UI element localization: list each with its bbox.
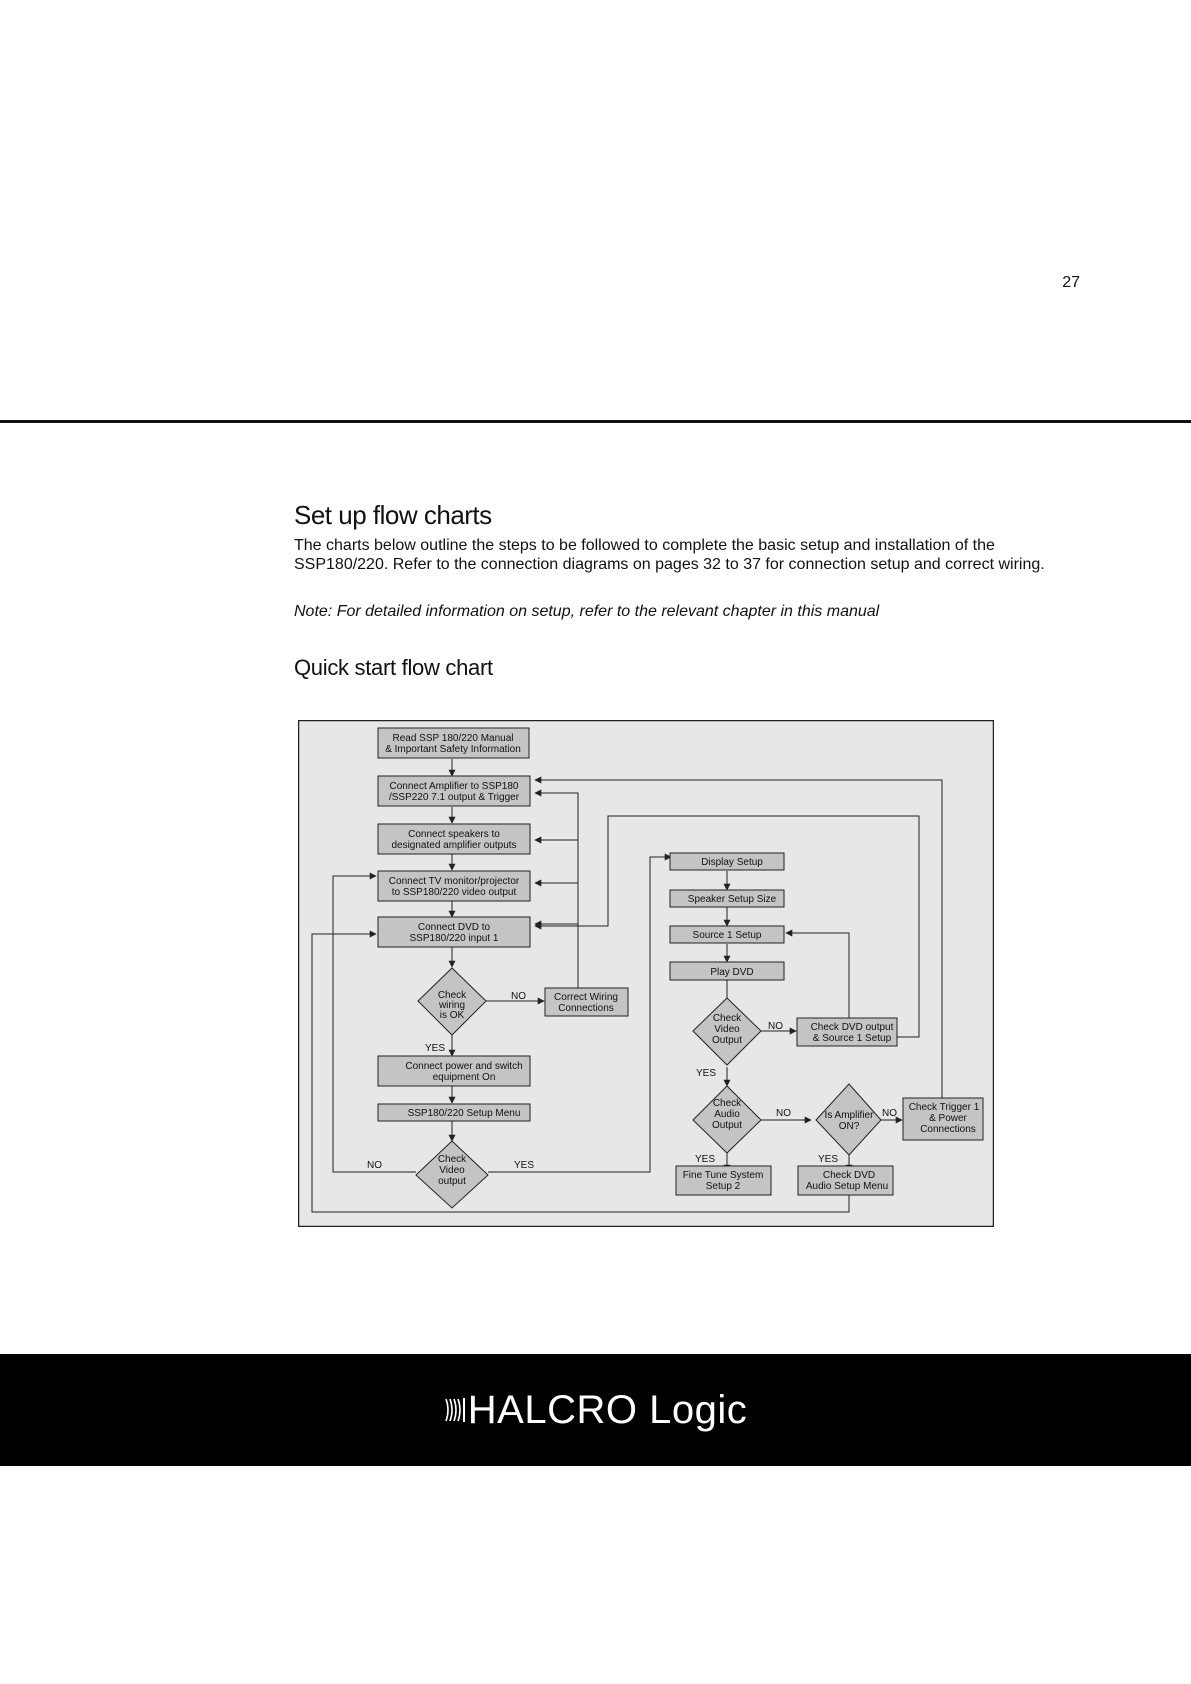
svg-text:Check Trigger 1& PowerConnecti: Check Trigger 1 & Power Connections (908, 1102, 980, 1135)
footer-bar (0, 1354, 1191, 1466)
header-rule (0, 420, 1191, 423)
svg-text:YES: YES (696, 1068, 717, 1079)
svg-text:Checkwiringis OK: Check wiring is OK (437, 990, 467, 1021)
quick-start-flowchart (298, 720, 994, 1227)
svg-text:CheckVideoOutput: Check Video Output (711, 1013, 743, 1046)
svg-text:Connect power and switchequipm: Connect power and switch equipment On (405, 1061, 523, 1083)
svg-text:YES: YES (818, 1154, 839, 1165)
page-title: Set up flow charts (294, 500, 492, 530)
svg-text:Connect DVD toSSP180/220 input: Connect DVD to SSP180/220 input 1 (409, 922, 499, 944)
step-connect-power (378, 1056, 530, 1086)
step-check-dvd-output (797, 1018, 897, 1046)
svg-text:Source 1 Setup: Source 1 Setup (692, 930, 762, 941)
step-display-setup (670, 853, 784, 870)
halcro-logo (0, 1354, 1191, 1466)
section-title: Quick start flow chart (294, 655, 493, 680)
note-text: Note: For detailed information on setup, refer to the relevant chapter in this manual (294, 603, 880, 620)
step-play-dvd (670, 962, 784, 980)
svg-text:SSP180/220 Setup Menu: SSP180/220 Setup Menu (407, 1108, 521, 1119)
step-connect-tv (378, 871, 530, 901)
step-connect-dvd (378, 917, 530, 947)
page-number: 27 (1062, 274, 1080, 291)
svg-text:YES: YES (514, 1160, 535, 1171)
svg-text:Display Setup: Display Setup (701, 857, 763, 868)
svg-text:Check DVDAudio Setup Menu: Check DVD Audio Setup Menu (805, 1170, 889, 1192)
step-read-manual (378, 728, 529, 758)
step-source1-setup (670, 926, 784, 943)
svg-text:NO: NO (511, 991, 526, 1002)
svg-text:CheckVideooutput: Check Video output (437, 1154, 467, 1187)
step-speaker-setup (670, 890, 784, 907)
step-label: Read SSP 180/220 Manual & Important Safety Information (385, 733, 521, 755)
svg-text:Fine Tune SystemSetup 2: Fine Tune System Setup 2 (682, 1170, 764, 1192)
svg-text:Connect speakers todesignated: Connect speakers to designated amplifier outputs (391, 829, 517, 851)
svg-text:Is AmplifierON?: Is Amplifier ON? (824, 1110, 874, 1132)
svg-text:NO: NO (776, 1108, 791, 1119)
step-fine-tune (676, 1166, 771, 1195)
sound-waves-icon (444, 1395, 466, 1425)
svg-text:YES: YES (425, 1043, 446, 1054)
step-connect-speakers (378, 824, 530, 854)
svg-text:Speaker Setup Size: Speaker Setup Size (687, 894, 777, 905)
svg-text:NO: NO (768, 1021, 783, 1032)
svg-text:NO: NO (367, 1160, 382, 1171)
step-setup-menu (378, 1104, 530, 1121)
svg-text:Connect Amplifier to SSP180/SS: Connect Amplifier to SSP180 /SSP220 7.1 output & Trigger (388, 781, 520, 803)
svg-text:Correct WiringConnections: Correct Wiring Connections (554, 992, 618, 1014)
step-check-dvd-audio (798, 1166, 893, 1195)
svg-text:Play DVD: Play DVD (710, 967, 754, 978)
step-correct-wiring (545, 988, 628, 1016)
svg-text:YES: YES (695, 1154, 716, 1165)
logo-text: HALCRO Logic (467, 1387, 748, 1432)
step-connect-amplifier (378, 776, 530, 806)
svg-text:Connect TV monitor/projectorto: Connect TV monitor/projector to SSP180/220 video output (388, 876, 520, 898)
intro-paragraph: The charts below outline the steps to be followed to complete the basic setup and installation of the SSP180/220. Refer to the connection diagrams on pages 32 to 37 for connection setup and correct wiring. (294, 537, 1045, 573)
svg-text:Check DVD output& Source 1 Set: Check DVD output & Source 1 Setup (810, 1022, 894, 1044)
svg-text:NO: NO (882, 1108, 897, 1119)
step-check-trigger (903, 1098, 983, 1140)
svg-text:CheckAudioOutput: Check Audio Output (711, 1098, 743, 1131)
